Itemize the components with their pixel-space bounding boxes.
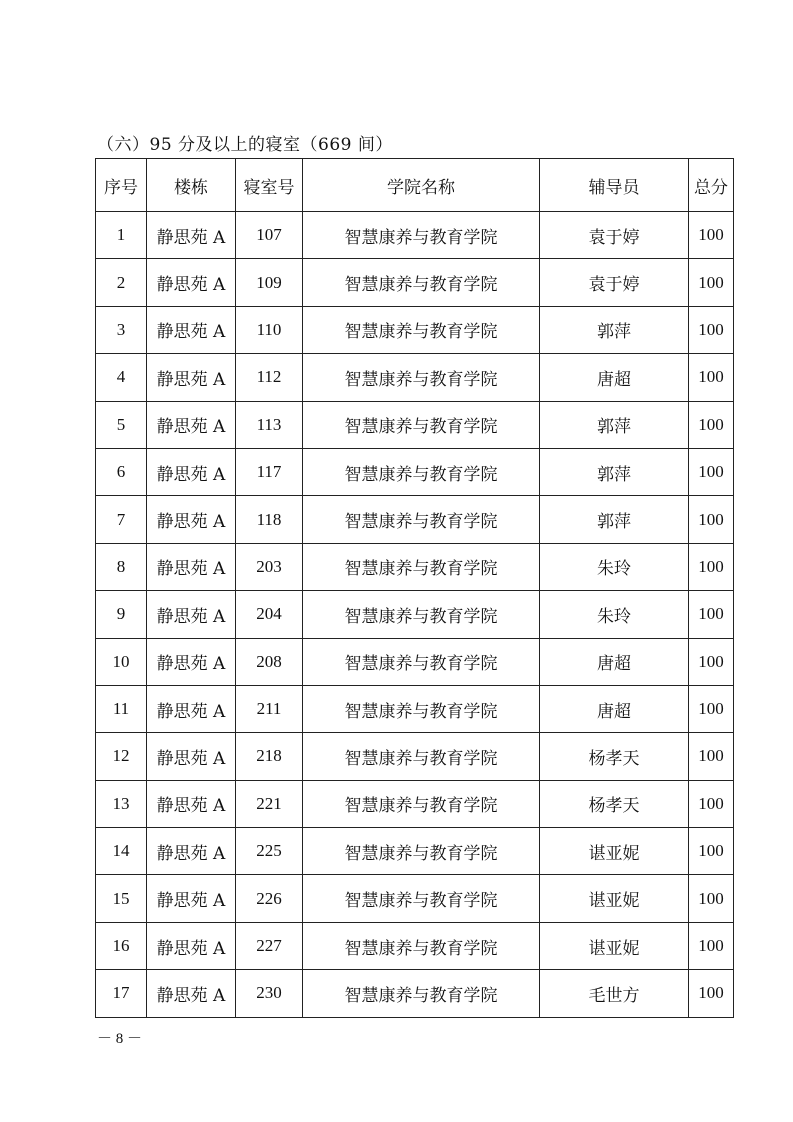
- cell-college: 智慧康养与教育学院: [303, 922, 540, 969]
- cell-counselor: 袁于婷: [540, 212, 689, 259]
- cell-counselor: 朱玲: [540, 543, 689, 590]
- cell-room: 107: [236, 212, 303, 259]
- cell-score: 100: [689, 685, 734, 732]
- cell-building: 静思苑 A: [147, 448, 236, 495]
- cell-score: 100: [689, 591, 734, 638]
- cell-room: 203: [236, 543, 303, 590]
- cell-index: 1: [96, 212, 147, 259]
- cell-score: 100: [689, 354, 734, 401]
- cell-index: 11: [96, 685, 147, 732]
- cell-counselor: 郭萍: [540, 401, 689, 448]
- col-header-college: 学院名称: [303, 159, 540, 212]
- cell-score: 100: [689, 922, 734, 969]
- table-body: [96, 212, 734, 1018]
- cell-college: 智慧康养与教育学院: [303, 638, 540, 685]
- col-header-index: 序号: [96, 159, 147, 212]
- cell-index: 10: [96, 638, 147, 685]
- cell-counselor: 郭萍: [540, 448, 689, 495]
- col-header-score: 总分: [689, 159, 734, 212]
- cell-college: 智慧康养与教育学院: [303, 496, 540, 543]
- cell-index: 15: [96, 875, 147, 922]
- cell-index: 5: [96, 401, 147, 448]
- cell-counselor: 杨孝天: [540, 733, 689, 780]
- table-row: [96, 591, 734, 638]
- cell-score: 100: [689, 448, 734, 495]
- table-row: [96, 212, 734, 259]
- cell-college: 智慧康养与教育学院: [303, 401, 540, 448]
- cell-room: 113: [236, 401, 303, 448]
- section-heading: （六）95 分及以上的寝室（669 间）: [97, 135, 393, 155]
- cell-college: 智慧康养与教育学院: [303, 875, 540, 922]
- cell-room: 227: [236, 922, 303, 969]
- cell-index: 4: [96, 354, 147, 401]
- cell-building: 静思苑 A: [147, 496, 236, 543]
- cell-building: 静思苑 A: [147, 875, 236, 922]
- col-header-building: 楼栋: [147, 159, 236, 212]
- cell-index: 17: [96, 970, 147, 1017]
- col-header-room: 寝室号: [236, 159, 303, 212]
- cell-index: 9: [96, 591, 147, 638]
- cell-score: 100: [689, 828, 734, 875]
- cell-building: 静思苑 A: [147, 638, 236, 685]
- cell-college: 智慧康养与教育学院: [303, 543, 540, 590]
- cell-counselor: 唐超: [540, 354, 689, 401]
- cell-college: 智慧康养与教育学院: [303, 448, 540, 495]
- cell-score: 100: [689, 875, 734, 922]
- cell-counselor: 毛世方: [540, 970, 689, 1017]
- cell-index: 14: [96, 828, 147, 875]
- cell-room: 117: [236, 448, 303, 495]
- cell-counselor: 谌亚妮: [540, 875, 689, 922]
- cell-room: 218: [236, 733, 303, 780]
- table-header: [96, 159, 734, 212]
- table-row: [96, 780, 734, 827]
- table-row: [96, 638, 734, 685]
- header-row: [96, 159, 734, 212]
- cell-college: 智慧康养与教育学院: [303, 780, 540, 827]
- cell-counselor: 谌亚妮: [540, 922, 689, 969]
- cell-room: 118: [236, 496, 303, 543]
- cell-score: 100: [689, 401, 734, 448]
- cell-building: 静思苑 A: [147, 354, 236, 401]
- cell-index: 3: [96, 306, 147, 353]
- cell-college: 智慧康养与教育学院: [303, 733, 540, 780]
- cell-building: 静思苑 A: [147, 591, 236, 638]
- dormitory-score-table: [95, 158, 734, 1018]
- cell-score: 100: [689, 496, 734, 543]
- cell-score: 100: [689, 543, 734, 590]
- table-row: [96, 306, 734, 353]
- cell-score: 100: [689, 970, 734, 1017]
- cell-index: 12: [96, 733, 147, 780]
- cell-college: 智慧康养与教育学院: [303, 685, 540, 732]
- cell-room: 208: [236, 638, 303, 685]
- table-row: [96, 970, 734, 1017]
- cell-college: 智慧康养与教育学院: [303, 354, 540, 401]
- cell-score: 100: [689, 212, 734, 259]
- cell-room: 211: [236, 685, 303, 732]
- cell-counselor: 袁于婷: [540, 259, 689, 306]
- cell-room: 110: [236, 306, 303, 353]
- table-row: [96, 448, 734, 495]
- cell-college: 智慧康养与教育学院: [303, 970, 540, 1017]
- cell-building: 静思苑 A: [147, 780, 236, 827]
- cell-room: 204: [236, 591, 303, 638]
- cell-college: 智慧康养与教育学院: [303, 591, 540, 638]
- cell-score: 100: [689, 259, 734, 306]
- cell-building: 静思苑 A: [147, 401, 236, 448]
- cell-room: 109: [236, 259, 303, 306]
- table-row: [96, 496, 734, 543]
- cell-counselor: 郭萍: [540, 306, 689, 353]
- cell-room: 226: [236, 875, 303, 922]
- cell-room: 230: [236, 970, 303, 1017]
- cell-score: 100: [689, 638, 734, 685]
- cell-building: 静思苑 A: [147, 306, 236, 353]
- cell-index: 2: [96, 259, 147, 306]
- cell-room: 112: [236, 354, 303, 401]
- cell-counselor: 谌亚妮: [540, 828, 689, 875]
- cell-room: 225: [236, 828, 303, 875]
- cell-building: 静思苑 A: [147, 922, 236, 969]
- cell-counselor: 唐超: [540, 638, 689, 685]
- cell-counselor: 朱玲: [540, 591, 689, 638]
- table-row: [96, 875, 734, 922]
- cell-building: 静思苑 A: [147, 685, 236, 732]
- cell-counselor: 杨孝天: [540, 780, 689, 827]
- cell-score: 100: [689, 306, 734, 353]
- cell-college: 智慧康养与教育学院: [303, 306, 540, 353]
- cell-room: 221: [236, 780, 303, 827]
- cell-building: 静思苑 A: [147, 212, 236, 259]
- table-row: [96, 401, 734, 448]
- cell-index: 8: [96, 543, 147, 590]
- cell-building: 静思苑 A: [147, 259, 236, 306]
- cell-building: 静思苑 A: [147, 733, 236, 780]
- table-row: [96, 733, 734, 780]
- table-row: [96, 828, 734, 875]
- cell-counselor: 唐超: [540, 685, 689, 732]
- cell-index: 16: [96, 922, 147, 969]
- cell-index: 7: [96, 496, 147, 543]
- cell-score: 100: [689, 733, 734, 780]
- cell-building: 静思苑 A: [147, 543, 236, 590]
- cell-college: 智慧康养与教育学院: [303, 259, 540, 306]
- cell-college: 智慧康养与教育学院: [303, 212, 540, 259]
- cell-counselor: 郭萍: [540, 496, 689, 543]
- table-row: [96, 922, 734, 969]
- cell-score: 100: [689, 780, 734, 827]
- cell-building: 静思苑 A: [147, 970, 236, 1017]
- cell-index: 13: [96, 780, 147, 827]
- cell-index: 6: [96, 448, 147, 495]
- page-number: － 8 －: [97, 1031, 143, 1047]
- table-row: [96, 354, 734, 401]
- table-row: [96, 259, 734, 306]
- table-row: [96, 543, 734, 590]
- cell-college: 智慧康养与教育学院: [303, 828, 540, 875]
- col-header-counselor: 辅导员: [540, 159, 689, 212]
- table-row: [96, 685, 734, 732]
- cell-building: 静思苑 A: [147, 828, 236, 875]
